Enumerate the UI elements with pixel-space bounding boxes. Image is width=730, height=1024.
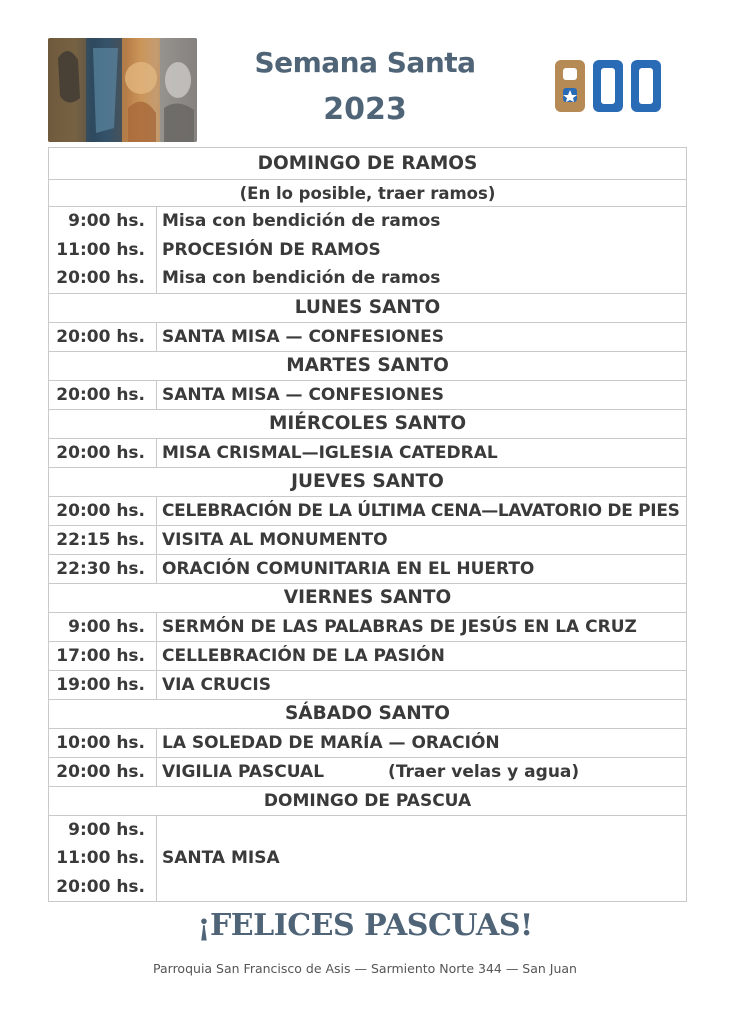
table-row <box>49 438 687 467</box>
event-note: (Traer velas y agua) <box>388 761 580 782</box>
event-time: 20:00 hs. <box>49 322 157 351</box>
day-header-lunes <box>49 293 687 322</box>
day-header-viernes <box>49 583 687 612</box>
event-activity: CELEBRACIÓN DE LA ÚLTIMA CENA—LAVATORIO DE PIES <box>157 496 687 525</box>
event-activity: ORACIÓN COMUNITARIA EN EL HUERTO <box>157 554 687 583</box>
event-group-pascua <box>49 815 687 902</box>
table-row <box>49 496 687 525</box>
day-title: VIERNES SANTO <box>49 583 687 612</box>
table-row <box>49 322 687 351</box>
day-header-jueves <box>49 467 687 496</box>
table-row <box>49 641 687 670</box>
table-row <box>49 757 687 786</box>
event-activity: SANTA MISA — CONFESIONES <box>157 380 687 409</box>
day-title: LUNES SANTO <box>49 293 687 322</box>
event-time: 20:00 hs. <box>49 496 157 525</box>
day-title: MIÉRCOLES SANTO <box>49 409 687 438</box>
event-time: 9:00 hs. <box>68 211 145 231</box>
event-activity: SANTA MISA — CONFESIONES <box>157 322 687 351</box>
event-time: 20:00 hs. <box>49 438 157 467</box>
table-row <box>49 380 687 409</box>
page-title: Semana Santa <box>254 46 476 79</box>
event-activity: VIGILIA PASCUAL <box>162 761 325 782</box>
day-header-sabado <box>49 699 687 728</box>
event-activity: PROCESIÓN DE RAMOS <box>162 239 381 260</box>
event-activity: MISA CRISMAL—IGLESIA CATEDRAL <box>157 438 687 467</box>
event-activity: SERMÓN DE LAS PALABRAS DE JESÚS EN LA CRUZ <box>157 612 687 641</box>
closing-greeting: ¡FELICES PASCUAS! <box>197 908 533 943</box>
header <box>0 0 730 148</box>
day-note-row <box>49 180 687 207</box>
event-time: 9:00 hs. <box>49 612 157 641</box>
event-activities <box>157 207 687 294</box>
table-row <box>49 670 687 699</box>
event-times <box>49 815 157 902</box>
day-title: JUEVES SANTO <box>49 467 687 496</box>
event-activity: VISITA AL MONUMENTO <box>157 525 687 554</box>
event-activity: CELLEBRACIÓN DE LA PASIÓN <box>157 641 687 670</box>
table-row <box>49 554 687 583</box>
event-group-domingo-ramos <box>49 207 687 294</box>
day-note: (En lo posible, traer ramos) <box>49 180 687 207</box>
day-header-domingo-ramos <box>49 148 687 180</box>
event-activity: VIA CRUCIS <box>157 670 687 699</box>
event-times <box>49 207 157 294</box>
event-time: 11:00 hs. <box>56 848 145 868</box>
event-time: 17:00 hs. <box>49 641 157 670</box>
event-time: 20:00 hs. <box>49 757 157 786</box>
table-row <box>49 728 687 757</box>
800-anniversary-logo-icon <box>553 56 665 116</box>
event-time: 11:00 hs. <box>56 239 145 260</box>
day-title: DOMINGO DE RAMOS <box>49 148 687 180</box>
event-time: 20:00 hs. <box>49 380 157 409</box>
day-title: DOMINGO DE PASCUA <box>49 786 687 815</box>
schedule-table <box>48 147 687 902</box>
event-time: 9:00 hs. <box>68 819 145 840</box>
event-activity: LA SOLEDAD DE MARÍA — ORACIÓN <box>157 728 687 757</box>
event-time: 19:00 hs. <box>49 670 157 699</box>
event-time: 10:00 hs. <box>49 728 157 757</box>
event-activity: SANTA MISA <box>157 815 687 902</box>
event-time: 22:15 hs. <box>49 525 157 554</box>
footer-address: Parroquia San Francisco de Asis — Sarmiento Norte 344 — San Juan <box>153 961 577 976</box>
day-header-pascua <box>49 786 687 815</box>
page-year: 2023 <box>323 92 407 127</box>
event-time: 22:30 hs. <box>49 554 157 583</box>
table-row <box>49 612 687 641</box>
event-activity: Misa con bendición de ramos <box>162 268 441 288</box>
day-title: SÁBADO SANTO <box>49 699 687 728</box>
event-time: 20:00 hs. <box>56 268 145 288</box>
day-header-miercoles <box>49 409 687 438</box>
event-activity: Misa con bendición de ramos <box>162 211 441 231</box>
table-row <box>49 525 687 554</box>
day-header-martes <box>49 351 687 380</box>
event-time: 20:00 hs. <box>56 876 145 897</box>
event-activity-with-note <box>157 757 687 786</box>
day-title: MARTES SANTO <box>49 351 687 380</box>
